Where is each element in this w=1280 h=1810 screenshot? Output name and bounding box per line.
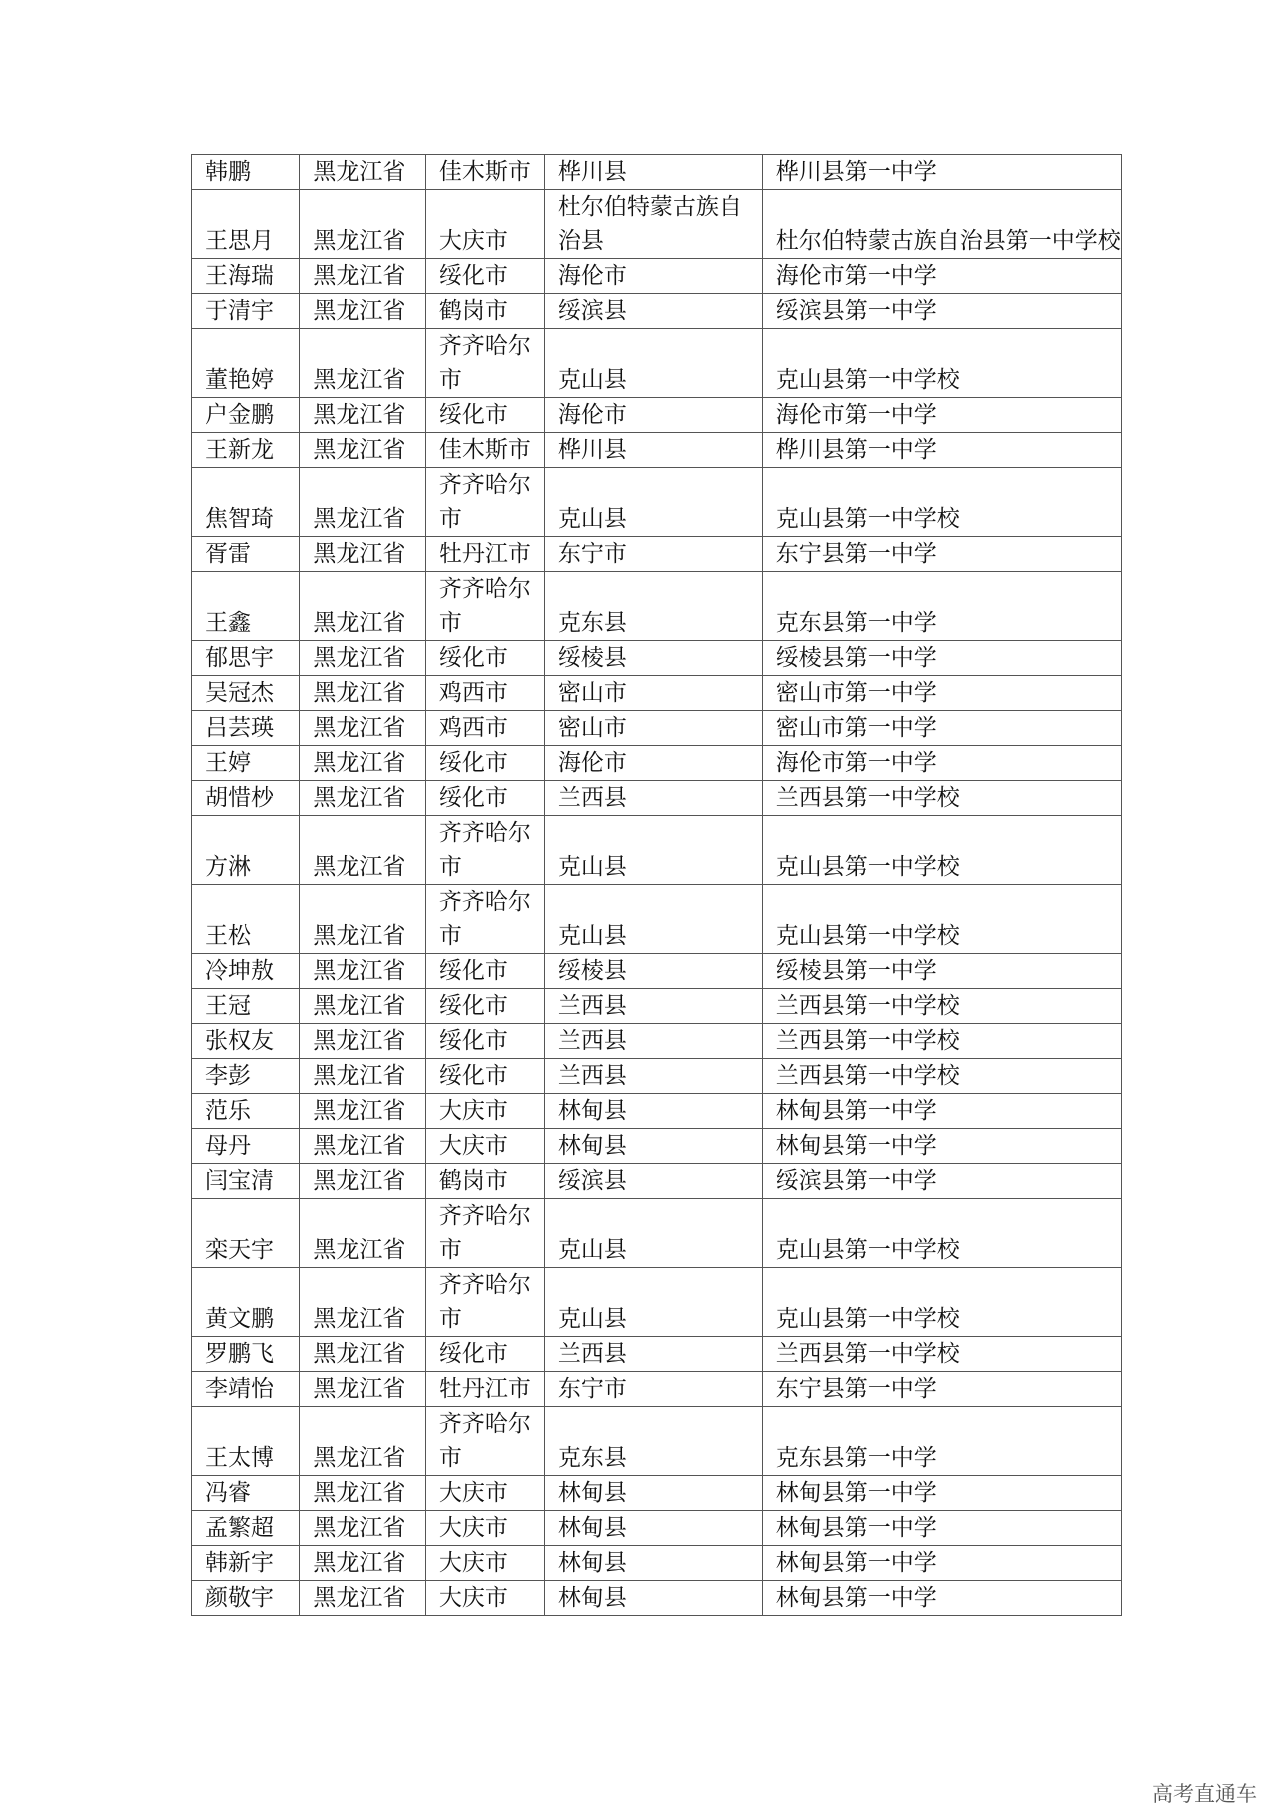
- student-name-cell: 胡惜杪: [192, 781, 300, 816]
- table-row: [192, 468, 1122, 537]
- city-cell: 绥化市: [425, 1337, 544, 1372]
- county-cell: 桦川县: [544, 155, 762, 190]
- province-cell: 黑龙江省: [300, 1094, 425, 1129]
- city-cell: 齐齐哈尔市: [425, 468, 544, 537]
- province-cell: 黑龙江省: [300, 954, 425, 989]
- city-cell: 绥化市: [425, 954, 544, 989]
- city-cell: 佳木斯市: [425, 155, 544, 190]
- county-cell: 杜尔伯特蒙古族自治县: [544, 190, 762, 259]
- school-cell: 桦川县第一中学: [762, 155, 1121, 190]
- school-cell: 克东县第一中学: [762, 572, 1121, 641]
- city-cell: 大庆市: [425, 1094, 544, 1129]
- roster-table-body: [192, 155, 1122, 1616]
- student-name-cell: 王思月: [192, 190, 300, 259]
- student-name-cell: 吕芸瑛: [192, 711, 300, 746]
- city-cell: 齐齐哈尔市: [425, 816, 544, 885]
- county-cell: 绥棱县: [544, 954, 762, 989]
- school-cell: 克山县第一中学校: [762, 816, 1121, 885]
- province-cell: 黑龙江省: [300, 537, 425, 572]
- county-cell: 绥滨县: [544, 294, 762, 329]
- table-row: [192, 989, 1122, 1024]
- county-cell: 密山市: [544, 676, 762, 711]
- student-name-cell: 罗鹏飞: [192, 1337, 300, 1372]
- school-cell: 桦川县第一中学: [762, 433, 1121, 468]
- school-cell: 林甸县第一中学: [762, 1581, 1121, 1616]
- city-cell: 鹤岗市: [425, 294, 544, 329]
- school-cell: 克山县第一中学校: [762, 1199, 1121, 1268]
- student-name-cell: 胥雷: [192, 537, 300, 572]
- county-cell: 林甸县: [544, 1094, 762, 1129]
- table-row: [192, 1094, 1122, 1129]
- county-cell: 兰西县: [544, 1337, 762, 1372]
- province-cell: 黑龙江省: [300, 1024, 425, 1059]
- city-cell: 大庆市: [425, 1581, 544, 1616]
- student-name-cell: 方淋: [192, 816, 300, 885]
- city-cell: 绥化市: [425, 781, 544, 816]
- province-cell: 黑龙江省: [300, 1337, 425, 1372]
- city-cell: 鸡西市: [425, 676, 544, 711]
- table-row: [192, 711, 1122, 746]
- student-name-cell: 闫宝清: [192, 1164, 300, 1199]
- city-cell: 绥化市: [425, 746, 544, 781]
- county-cell: 东宁市: [544, 537, 762, 572]
- county-cell: 克东县: [544, 572, 762, 641]
- city-cell: 齐齐哈尔市: [425, 1268, 544, 1337]
- county-cell: 兰西县: [544, 1059, 762, 1094]
- school-cell: 克东县第一中学: [762, 1407, 1121, 1476]
- student-name-cell: 张权友: [192, 1024, 300, 1059]
- student-name-cell: 王新龙: [192, 433, 300, 468]
- student-name-cell: 韩新宇: [192, 1546, 300, 1581]
- table-row: [192, 1372, 1122, 1407]
- table-row: [192, 259, 1122, 294]
- city-cell: 齐齐哈尔市: [425, 1407, 544, 1476]
- table-row: [192, 190, 1122, 259]
- student-name-cell: 李彭: [192, 1059, 300, 1094]
- school-cell: 兰西县第一中学校: [762, 1024, 1121, 1059]
- province-cell: 黑龙江省: [300, 1372, 425, 1407]
- table-row: [192, 1129, 1122, 1164]
- county-cell: 克东县: [544, 1407, 762, 1476]
- city-cell: 大庆市: [425, 1476, 544, 1511]
- table-row: [192, 1024, 1122, 1059]
- watermark: 高考直通车: [1152, 1782, 1257, 1806]
- table-row: [192, 537, 1122, 572]
- table-row: [192, 676, 1122, 711]
- city-cell: 大庆市: [425, 1129, 544, 1164]
- city-cell: 鸡西市: [425, 711, 544, 746]
- county-cell: 绥棱县: [544, 641, 762, 676]
- school-cell: 海伦市第一中学: [762, 259, 1121, 294]
- student-name-cell: 黄文鹏: [192, 1268, 300, 1337]
- city-cell: 齐齐哈尔市: [425, 1199, 544, 1268]
- province-cell: 黑龙江省: [300, 1546, 425, 1581]
- school-cell: 绥滨县第一中学: [762, 1164, 1121, 1199]
- county-cell: 绥滨县: [544, 1164, 762, 1199]
- student-name-cell: 冷坤敖: [192, 954, 300, 989]
- table-row: [192, 398, 1122, 433]
- county-cell: 林甸县: [544, 1129, 762, 1164]
- table-row: [192, 954, 1122, 989]
- county-cell: 兰西县: [544, 1024, 762, 1059]
- table-row: [192, 816, 1122, 885]
- student-name-cell: 颜敬宇: [192, 1581, 300, 1616]
- county-cell: 林甸县: [544, 1511, 762, 1546]
- province-cell: 黑龙江省: [300, 572, 425, 641]
- province-cell: 黑龙江省: [300, 711, 425, 746]
- student-name-cell: 范乐: [192, 1094, 300, 1129]
- school-cell: 东宁县第一中学: [762, 1372, 1121, 1407]
- student-name-cell: 王冠: [192, 989, 300, 1024]
- province-cell: 黑龙江省: [300, 1164, 425, 1199]
- county-cell: 林甸县: [544, 1476, 762, 1511]
- student-name-cell: 王鑫: [192, 572, 300, 641]
- city-cell: 齐齐哈尔市: [425, 572, 544, 641]
- province-cell: 黑龙江省: [300, 329, 425, 398]
- province-cell: 黑龙江省: [300, 641, 425, 676]
- student-name-cell: 户金鹏: [192, 398, 300, 433]
- school-cell: 东宁县第一中学: [762, 537, 1121, 572]
- table-row: [192, 781, 1122, 816]
- city-cell: 绥化市: [425, 1024, 544, 1059]
- school-cell: 海伦市第一中学: [762, 398, 1121, 433]
- table-row: [192, 885, 1122, 954]
- county-cell: 克山县: [544, 885, 762, 954]
- county-cell: 密山市: [544, 711, 762, 746]
- city-cell: 佳木斯市: [425, 433, 544, 468]
- table-row: [192, 155, 1122, 190]
- school-cell: 绥棱县第一中学: [762, 954, 1121, 989]
- table-row: [192, 1164, 1122, 1199]
- school-cell: 林甸县第一中学: [762, 1511, 1121, 1546]
- student-name-cell: 王松: [192, 885, 300, 954]
- province-cell: 黑龙江省: [300, 1268, 425, 1337]
- province-cell: 黑龙江省: [300, 190, 425, 259]
- province-cell: 黑龙江省: [300, 294, 425, 329]
- student-name-cell: 王海瑞: [192, 259, 300, 294]
- school-cell: 密山市第一中学: [762, 676, 1121, 711]
- school-cell: 克山县第一中学校: [762, 1268, 1121, 1337]
- city-cell: 齐齐哈尔市: [425, 329, 544, 398]
- province-cell: 黑龙江省: [300, 468, 425, 537]
- school-cell: 克山县第一中学校: [762, 468, 1121, 537]
- county-cell: 林甸县: [544, 1546, 762, 1581]
- province-cell: 黑龙江省: [300, 1407, 425, 1476]
- city-cell: 绥化市: [425, 259, 544, 294]
- city-cell: 鹤岗市: [425, 1164, 544, 1199]
- table-row: [192, 1581, 1122, 1616]
- school-cell: 林甸县第一中学: [762, 1546, 1121, 1581]
- city-cell: 齐齐哈尔市: [425, 885, 544, 954]
- province-cell: 黑龙江省: [300, 746, 425, 781]
- province-cell: 黑龙江省: [300, 1476, 425, 1511]
- table-row: [192, 1476, 1122, 1511]
- table-row: [192, 572, 1122, 641]
- province-cell: 黑龙江省: [300, 398, 425, 433]
- table-row: [192, 1059, 1122, 1094]
- table-row: [192, 294, 1122, 329]
- table-row: [192, 1268, 1122, 1337]
- province-cell: 黑龙江省: [300, 1129, 425, 1164]
- county-cell: 海伦市: [544, 398, 762, 433]
- table-row: [192, 1199, 1122, 1268]
- province-cell: 黑龙江省: [300, 1059, 425, 1094]
- school-cell: 杜尔伯特蒙古族自治县第一中学校: [762, 190, 1121, 259]
- student-name-cell: 王太博: [192, 1407, 300, 1476]
- student-name-cell: 孟繁超: [192, 1511, 300, 1546]
- county-cell: 海伦市: [544, 746, 762, 781]
- school-cell: 海伦市第一中学: [762, 746, 1121, 781]
- province-cell: 黑龙江省: [300, 676, 425, 711]
- province-cell: 黑龙江省: [300, 1581, 425, 1616]
- student-name-cell: 焦智琦: [192, 468, 300, 537]
- school-cell: 克山县第一中学校: [762, 329, 1121, 398]
- province-cell: 黑龙江省: [300, 433, 425, 468]
- county-cell: 克山县: [544, 329, 762, 398]
- table-row: [192, 1337, 1122, 1372]
- table-row: [192, 746, 1122, 781]
- province-cell: 黑龙江省: [300, 781, 425, 816]
- school-cell: 兰西县第一中学校: [762, 781, 1121, 816]
- school-cell: 兰西县第一中学校: [762, 1337, 1121, 1372]
- table-row: [192, 433, 1122, 468]
- student-name-cell: 郁思宇: [192, 641, 300, 676]
- student-name-cell: 于清宇: [192, 294, 300, 329]
- school-cell: 克山县第一中学校: [762, 885, 1121, 954]
- school-cell: 密山市第一中学: [762, 711, 1121, 746]
- school-cell: 绥棱县第一中学: [762, 641, 1121, 676]
- county-cell: 桦川县: [544, 433, 762, 468]
- province-cell: 黑龙江省: [300, 1199, 425, 1268]
- table-row: [192, 1407, 1122, 1476]
- city-cell: 大庆市: [425, 190, 544, 259]
- roster-table: [191, 154, 1122, 1616]
- student-name-cell: 王婷: [192, 746, 300, 781]
- city-cell: 绥化市: [425, 398, 544, 433]
- student-name-cell: 李靖怡: [192, 1372, 300, 1407]
- province-cell: 黑龙江省: [300, 259, 425, 294]
- county-cell: 兰西县: [544, 781, 762, 816]
- county-cell: 克山县: [544, 1268, 762, 1337]
- student-name-cell: 韩鹏: [192, 155, 300, 190]
- county-cell: 克山县: [544, 816, 762, 885]
- county-cell: 克山县: [544, 1199, 762, 1268]
- table-row: [192, 1546, 1122, 1581]
- county-cell: 兰西县: [544, 989, 762, 1024]
- table-row: [192, 641, 1122, 676]
- province-cell: 黑龙江省: [300, 989, 425, 1024]
- student-name-cell: 栾天宇: [192, 1199, 300, 1268]
- province-cell: 黑龙江省: [300, 1511, 425, 1546]
- school-cell: 兰西县第一中学校: [762, 989, 1121, 1024]
- county-cell: 克山县: [544, 468, 762, 537]
- province-cell: 黑龙江省: [300, 155, 425, 190]
- city-cell: 牡丹江市: [425, 1372, 544, 1407]
- city-cell: 牡丹江市: [425, 537, 544, 572]
- student-name-cell: 董艳婷: [192, 329, 300, 398]
- city-cell: 大庆市: [425, 1546, 544, 1581]
- student-name-cell: 冯睿: [192, 1476, 300, 1511]
- school-cell: 林甸县第一中学: [762, 1476, 1121, 1511]
- province-cell: 黑龙江省: [300, 885, 425, 954]
- school-cell: 林甸县第一中学: [762, 1094, 1121, 1129]
- table-row: [192, 1511, 1122, 1546]
- school-cell: 林甸县第一中学: [762, 1129, 1121, 1164]
- city-cell: 绥化市: [425, 989, 544, 1024]
- city-cell: 绥化市: [425, 641, 544, 676]
- city-cell: 大庆市: [425, 1511, 544, 1546]
- province-cell: 黑龙江省: [300, 816, 425, 885]
- table-row: [192, 329, 1122, 398]
- student-name-cell: 母丹: [192, 1129, 300, 1164]
- school-cell: 兰西县第一中学校: [762, 1059, 1121, 1094]
- city-cell: 绥化市: [425, 1059, 544, 1094]
- school-cell: 绥滨县第一中学: [762, 294, 1121, 329]
- student-name-cell: 吴冠杰: [192, 676, 300, 711]
- county-cell: 东宁市: [544, 1372, 762, 1407]
- county-cell: 海伦市: [544, 259, 762, 294]
- county-cell: 林甸县: [544, 1581, 762, 1616]
